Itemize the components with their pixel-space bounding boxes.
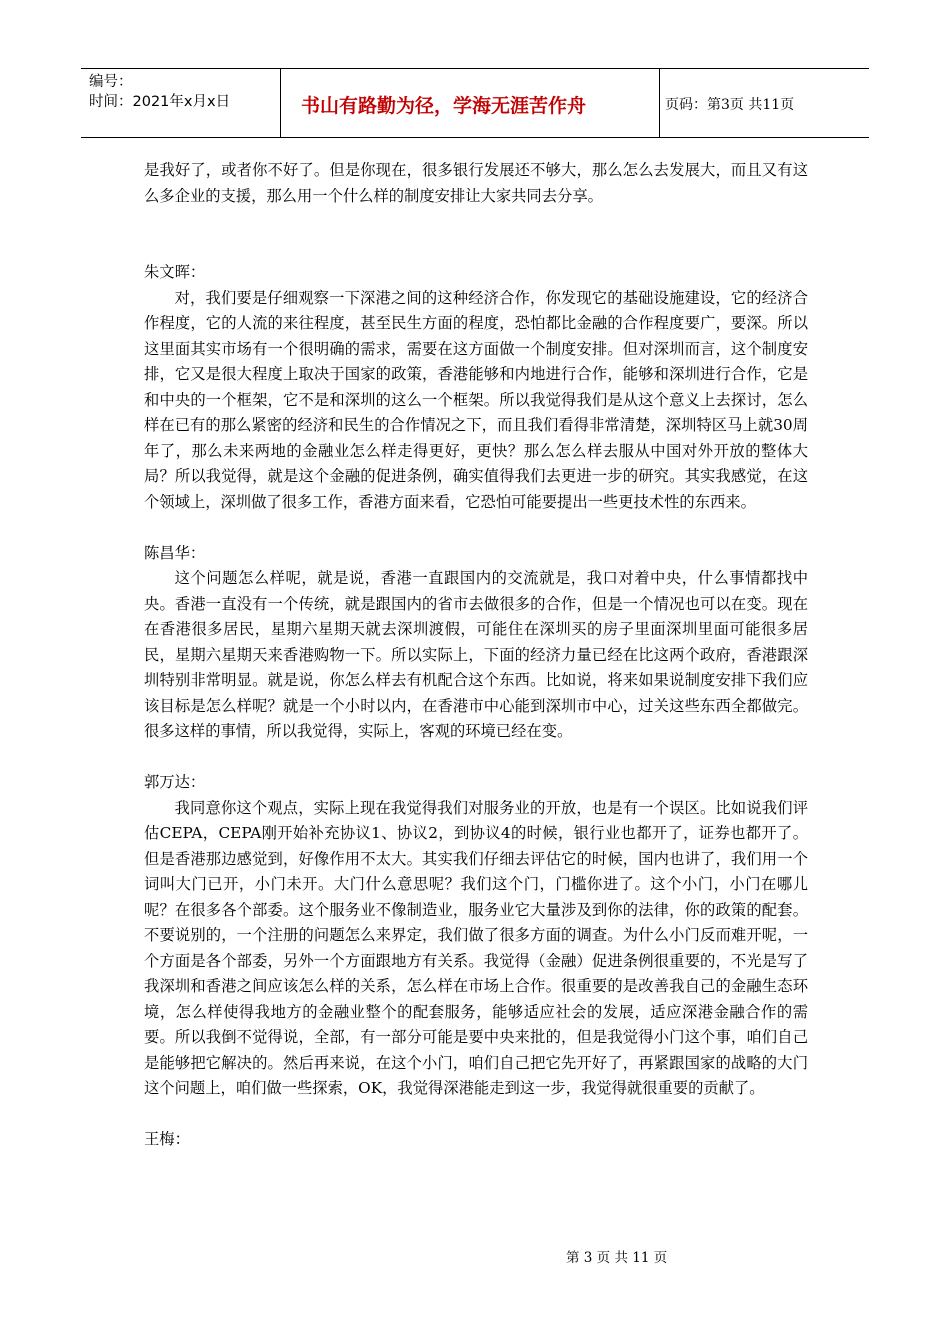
header-right-cell xyxy=(659,69,869,137)
paragraph-continued: 是我好了，或者你不好了。但是你现在，很多银行发展还不够大，那么怎么去发展大，而且又有这么多企业的支援，那么用一个什么样的制度安排让大家共同去分享。 xyxy=(144,161,808,205)
speech-paragraph: 这个问题怎么样呢，就是说，香港一直跟国内的交流就是，我口对着中央，什么事情都找中央。香港一直没有一个传统，就是跟国内的省市去做很多的合作，但是一个情况也可以在变。现在在香港很多居民，星期六星期天就去深圳渡假，可能住在深圳买的房子里面深圳里面可能很多居民，星期六星期天来香港购物一下。所以实际上，下面的经济力量已经在比这两个政府，香港跟深圳特别非常明显。就是说，你怎么样去有机配合这个东西。比如说，将来如果说制度安排下我们应该目标是怎么样呢？就是一个小时以内，在香港市中心能到深圳市中心，过关这些东西全都做完。很多这样的事情，所以我觉得，实际上，客观的环境已经在变。 xyxy=(144,569,808,740)
speech-paragraph: 我同意你这个观点，实际上现在我觉得我们对服务业的开放，也是有一个误区。比如说我们评估CEPA，CEPA刚开始补充协议1、协议2，到协议4的时候，银行业也都开了，证券也都开了。但是香港那边感觉到，好像作用不太大。其实我们仔细去评估它的时候，国内也讲了，我们用一个词叫大门已开，小门未开。大门什么意思呢？我们这个门，门槛你进了。这个小门，小门在哪儿呢？在很多各个部委。这个服务业不像制造业，服务业它大量涉及到你的法律，你的政策的配套。不要说别的，一个注册的问题怎么来界定，我们做了很多方面的调查。为什么小门反而难开呢，一个方面是各个部委，另外一个方面跟地方有关系。我觉得（金融）促进条例很重要的，不光是写了我深圳和香港之间应该怎么样的关系，怎么样在市场上合作。很重要的是改善我自己的金融生态环境，怎么样使得我地方的金融业整个的配套服务，能够适应社会的发展，适应深港金融合作的需要。所以我倒不觉得说，全部，有一部分可能是要中央来批的，但是我觉得小门这个事，咱们自己是能够把它解决的。然后再来说，在这个小门，咱们自己把它先开好了，再紧跟国家的战略的大门这个问题上，咱们做一些探索，OK，我觉得深港能走到这一步，我觉得就很重要的贡献了。 xyxy=(144,798,808,1097)
spacer xyxy=(144,515,808,541)
page-footer: 第 3 页 共 11 页 xyxy=(566,1250,668,1266)
spacer xyxy=(144,209,808,260)
speaker-name: 陈昌华： xyxy=(144,543,206,562)
header-page-number: 页码：第3页 共11页 xyxy=(665,97,795,113)
speaker-name: 郭万达： xyxy=(144,773,206,791)
speech-paragraph: 对，我们要是仔细观察一下深港之间的这种经济合作，你发现它的基础设施建设，它的经济合作程度，它的人流的来往程度，甚至民生方面的程度，恐怕都比金融的合作程度要广，要深。所以这里面其实市场有一个很明确的需求，需要在这方面做一个制度安排。但对深圳而言，这个制度安排，它又是很大程度上取决于国家的政策，香港能够和内地进行合作，能够和深圳进行合作，它是和中央的一个框架，它不是和深圳的这么一个框架。所以我觉得我们是从这个意义上去探讨，怎么样在已有的那么紧密的经济和民生的合作情况之下，而且我们看得非常清楚，深圳特区马上就30周年了，那么未来两地的金融业怎么样走得更好，更快？那么怎么样去服从中国对外开放的整体大局？所以我觉得，就是这个金融的促进条例，确实值得我们去更进一步的研究。其实我感觉，在这个领域上，深圳做了很多工作，香港方面来看，它恐怕可能要提出一些更技术性的东西来。 xyxy=(144,288,808,511)
document-body xyxy=(144,158,808,1153)
page-header xyxy=(81,68,869,138)
speaker-name: 王梅： xyxy=(144,1130,190,1148)
number-label: 编号： xyxy=(89,74,133,90)
header-motto: 书山有路勤为径，学海无涯苦作舟 xyxy=(301,95,587,117)
header-left-cell xyxy=(81,69,279,137)
time-label: 时间：2021年x月x日 xyxy=(89,94,231,110)
spacer xyxy=(144,745,808,771)
spacer xyxy=(144,1102,808,1128)
header-motto-cell xyxy=(280,69,660,137)
speaker-name: 朱文晖： xyxy=(144,263,206,281)
